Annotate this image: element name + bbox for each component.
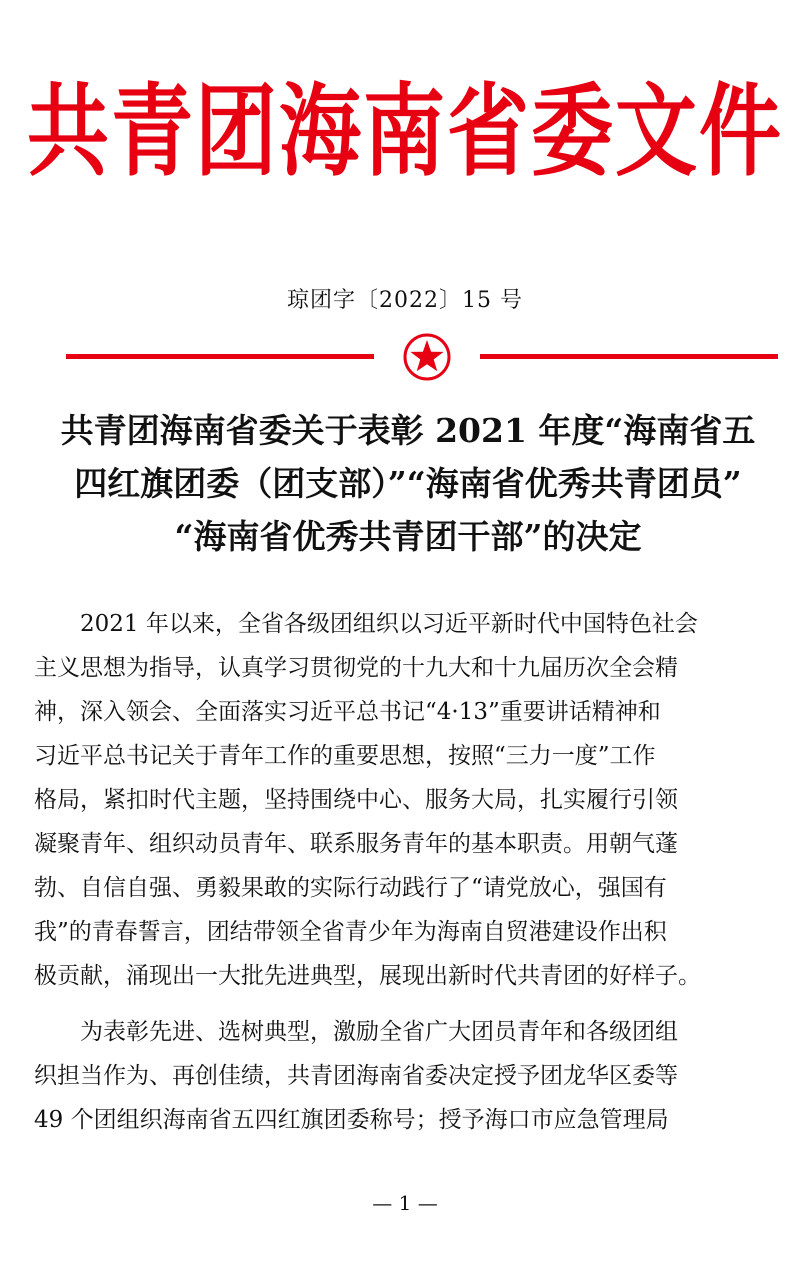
title-line: 共青团海南省委关于表彰 2021 年度“海南省五 bbox=[60, 411, 756, 450]
body-line: 织担当作为、再创佳绩，共青团海南省委决定授予团龙华区委等 bbox=[34, 1063, 678, 1089]
paragraph-spacer bbox=[80, 998, 778, 1010]
title-line: 四红旗团委（团支部）”“海南省优秀共青团员” bbox=[74, 464, 742, 503]
document-number: 琼团字〔2022〕15 号 bbox=[287, 288, 523, 313]
document-title bbox=[28, 404, 788, 563]
body-line: 极贡献，涌现出一大批先进典型，展现出新时代共青团的好样子。 bbox=[34, 963, 701, 989]
red-star-icon bbox=[402, 332, 452, 382]
body-line: 习近平总书记关于青年工作的重要思想，按照“三力一度”工作 bbox=[34, 743, 656, 769]
document-masthead: 共青团海南省委文件 bbox=[26, 74, 783, 191]
title-line: “海南省优秀共青团干部”的决定 bbox=[174, 517, 642, 556]
body-line: 神，深入领会、全面落实习近平总书记“4·13”重要讲话精神和 bbox=[34, 699, 661, 725]
body-line: 勃、自信自强、勇毅果敢的实际行动践行了“请党放心，强国有 bbox=[34, 875, 667, 901]
body-line: 为表彰先进、选树典型，激励全省广大团员青年和各级团组 bbox=[80, 1019, 678, 1045]
red-divider-left bbox=[66, 354, 374, 359]
red-divider-right bbox=[480, 354, 778, 359]
body-line: 2021 年以来，全省各级团组织以习近平新时代中国特色社会 bbox=[80, 611, 698, 637]
body-line: 我”的青春誓言，团结带领全省青少年为海南自贸港建设作出积 bbox=[34, 919, 667, 945]
body-line: 49 个团组织海南省五四红旗团委称号；授予海口市应急管理局 bbox=[34, 1107, 669, 1133]
document-body bbox=[34, 602, 778, 1142]
body-line: 格局，紧扣时代主题，坚持围绕中心、服务大局，扎实履行引领 bbox=[34, 787, 678, 813]
page-number: — 1 — bbox=[372, 1191, 438, 1215]
paragraph-2 bbox=[34, 1010, 778, 1142]
paragraph-1 bbox=[34, 602, 778, 998]
body-line: 主义思想为指导，认真学习贯彻党的十九大和十九届历次全会精 bbox=[34, 655, 678, 681]
body-line: 凝聚青年、组织动员青年、联系服务青年的基本职责。用朝气蓬 bbox=[34, 831, 678, 857]
